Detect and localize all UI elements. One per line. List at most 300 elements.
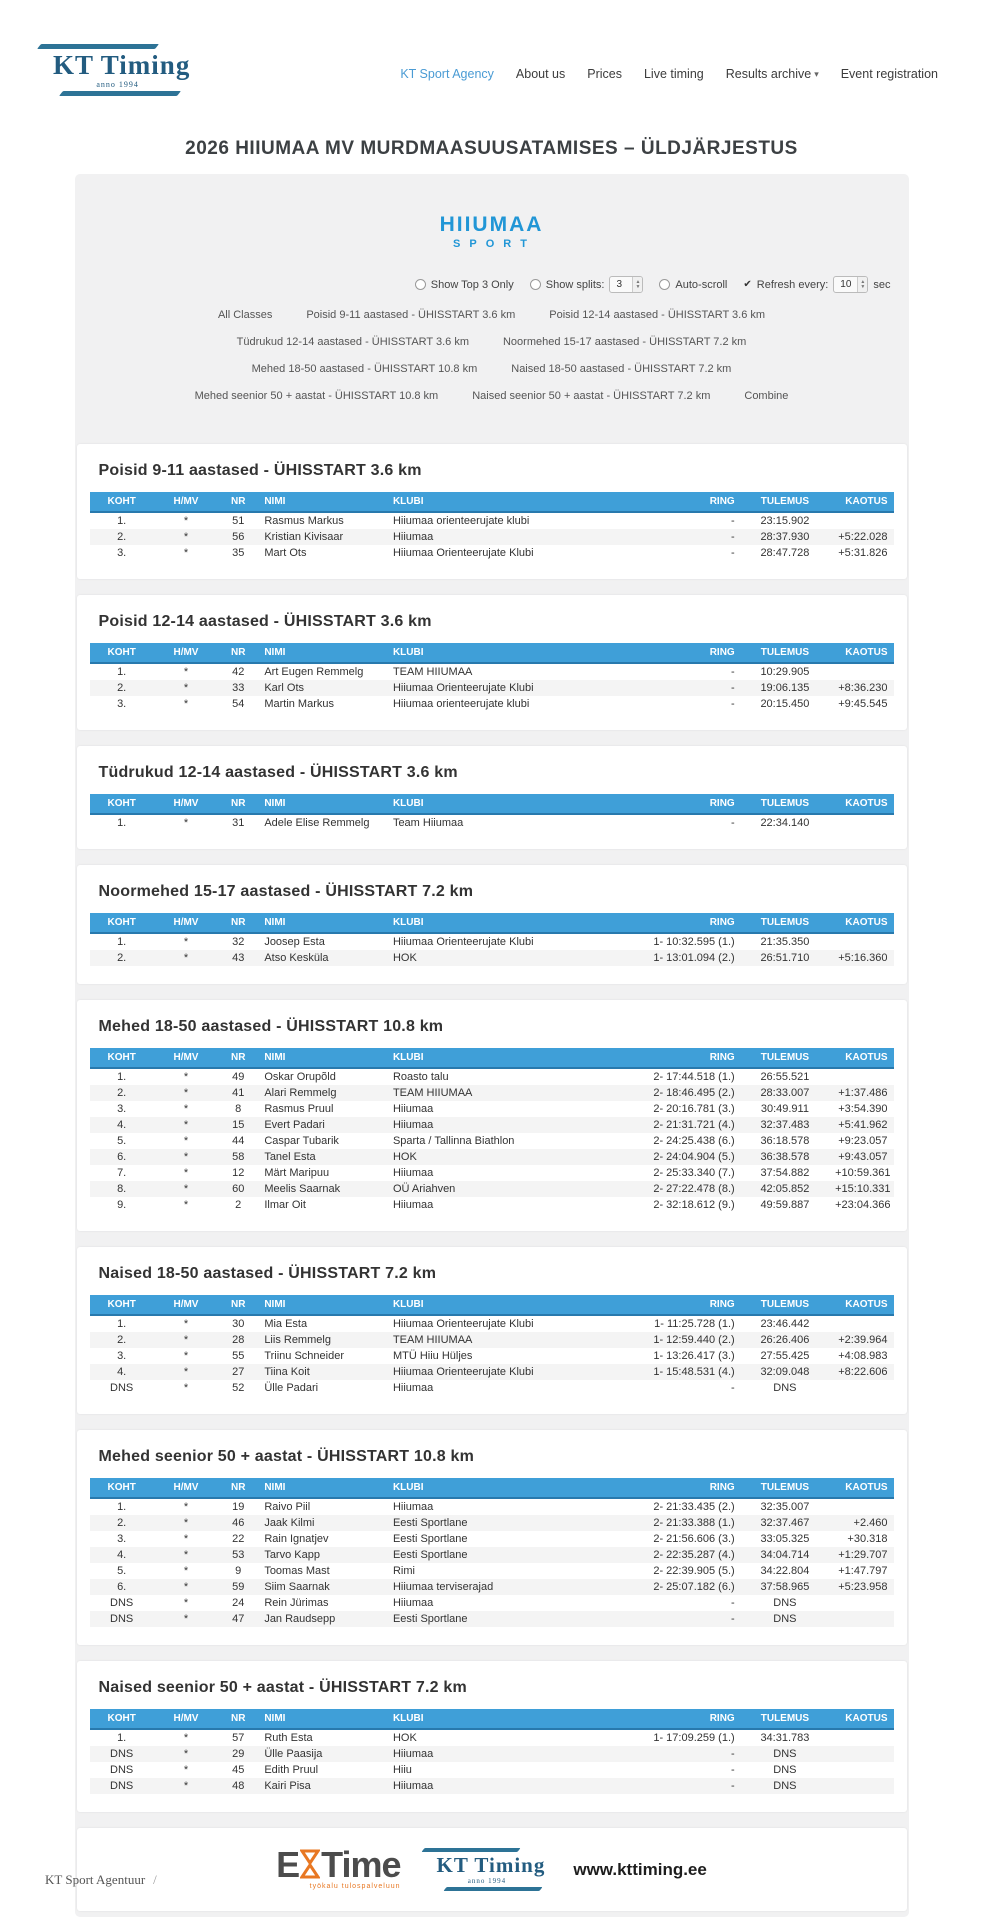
result-cell: Tanel Esta [264, 1151, 316, 1163]
result-cell: 1. [117, 515, 127, 527]
column-header: H/MV [154, 794, 218, 814]
result-cell: * [183, 1533, 189, 1545]
page-title: 2026 HIIUMAA MV MURDMAASUUSATAMISES – ÜLDJÄRJESTUS [185, 138, 798, 159]
column-header: KOHT [90, 794, 154, 814]
result-cell: 59 [232, 1581, 245, 1593]
result-cell: 27:55.425 [760, 1350, 810, 1362]
result-section [77, 595, 907, 730]
result-cell: 8. [117, 1183, 127, 1195]
column-header: RING [612, 492, 741, 512]
result-cell: 60 [232, 1183, 245, 1195]
section-title: Tüdrukud 12-14 aastased - ÜHISSTART 3.6 km [98, 764, 458, 781]
result-row [90, 933, 894, 950]
result-row [90, 1579, 894, 1595]
result-row [90, 1332, 894, 1348]
result-cell: DNS [110, 1382, 134, 1394]
result-cell: Hiiumaa Orienteerujate Klubi [392, 1366, 534, 1378]
column-header: RING [612, 1478, 741, 1498]
logo-top-bar-decoration [421, 1848, 520, 1852]
column-header: RING [612, 1048, 741, 1068]
result-cell: Adele Elise Remmelg [264, 817, 370, 829]
class-filter-button[interactable]: Combine [744, 390, 789, 402]
result-cell: 32:09.048 [760, 1366, 810, 1378]
result-cell: 6. [117, 1581, 127, 1593]
column-header: KOHT [90, 492, 154, 512]
column-header: H/MV [154, 1478, 218, 1498]
result-cell: 2- 20:16.781 (3.) [653, 1103, 735, 1115]
class-filter-button[interactable]: Tüdrukud 12-14 aastased - ÜHISSTART 3.6 km [236, 336, 469, 348]
result-cell [829, 1380, 893, 1396]
stepper-arrows-icon[interactable]: ▲ ▼ [857, 277, 867, 292]
result-cell: 3. [117, 1350, 127, 1362]
column-header: KLUBI [387, 913, 612, 933]
result-cell: 37:54.882 [760, 1167, 810, 1179]
result-cell: * [183, 1151, 189, 1163]
result-cell: 2- 24:25.438 (6.) [653, 1135, 735, 1147]
result-cell: 32:35.007 [760, 1501, 810, 1513]
checkbox-icon[interactable] [415, 279, 426, 290]
result-cell: Triinu Schneider [264, 1350, 344, 1362]
result-cell: 2- 22:39.905 (5.) [653, 1565, 735, 1577]
result-cell: 53 [232, 1549, 245, 1561]
result-row [90, 680, 894, 696]
table-header-row [90, 1478, 894, 1498]
column-header: TULEMUS [741, 913, 829, 933]
class-filter-button[interactable]: Naised 18-50 aastased - ÜHISSTART 7.2 km [511, 363, 732, 375]
result-cell: Rasmus Pruul [264, 1103, 334, 1115]
result-cell: +4:08.983 [838, 1350, 888, 1362]
result-cell: 23:15.902 [760, 515, 810, 527]
result-cell [829, 1729, 893, 1746]
result-cell: 2. [117, 1517, 127, 1529]
result-cell: HOK [392, 952, 417, 964]
result-cell: Eesti Sportlane [392, 1533, 468, 1545]
result-cell [829, 1611, 893, 1627]
result-cell: 1. [117, 1318, 127, 1330]
result-cell [829, 1315, 893, 1332]
main-nav [400, 59, 938, 81]
result-cell: * [183, 817, 189, 829]
result-cell [829, 814, 893, 831]
result-row [90, 1380, 894, 1396]
result-row [90, 1348, 894, 1364]
result-cell: - [731, 1780, 735, 1792]
checkbox-icon[interactable] [659, 279, 670, 290]
column-header: TULEMUS [741, 1295, 829, 1315]
result-cell [829, 512, 893, 529]
result-cell: Ruth Esta [264, 1732, 313, 1744]
nav-item-label: Live timing [643, 67, 704, 81]
result-row [90, 814, 894, 831]
result-cell: Hiiumaa [392, 1199, 434, 1211]
result-cell: - [731, 547, 735, 559]
result-cell: 22:34.140 [760, 817, 810, 829]
result-cell: +10:59.361 [835, 1167, 891, 1179]
table-header-row [90, 492, 894, 512]
result-cell: 28:47.728 [760, 547, 810, 559]
result-cell: Karl Ots [264, 682, 305, 694]
result-cell: Art Eugen Remmelg [264, 666, 364, 678]
nav-item-results-archive[interactable] [726, 67, 819, 81]
result-cell: Hiiumaa Orienteerujate Klubi [392, 1318, 534, 1330]
column-header: KOHT [90, 1478, 154, 1498]
refresh-seconds-stepper[interactable] [833, 276, 868, 293]
result-row [90, 529, 894, 545]
result-cell: * [183, 1318, 189, 1330]
result-cell: 1. [117, 1732, 127, 1744]
column-header: RING [612, 794, 741, 814]
results-table [90, 643, 894, 712]
result-cell: 2. [117, 1334, 127, 1346]
result-cell: Joosep Esta [264, 936, 325, 948]
result-cell: HOK [392, 1732, 417, 1744]
result-cell: Hiiumaa [392, 1501, 434, 1513]
results-table [90, 794, 894, 831]
auto-scroll-checkbox[interactable] [659, 279, 727, 291]
result-cell: Hiiumaa [392, 1597, 434, 1609]
result-cell: Rasmus Markus [264, 515, 344, 527]
result-cell: * [183, 1748, 189, 1760]
result-row [90, 1729, 894, 1746]
result-cell: DNS [773, 1764, 797, 1776]
result-cell: - [731, 1748, 735, 1760]
table-header-row [90, 1709, 894, 1729]
table-header-row [90, 794, 894, 814]
result-cell: Eesti Sportlane [392, 1517, 468, 1529]
result-cell: Kairi Pisa [264, 1780, 311, 1792]
result-row [90, 1563, 894, 1579]
result-cell: +8:22.606 [838, 1366, 888, 1378]
column-header: TULEMUS [741, 1048, 829, 1068]
column-header: NR [218, 643, 258, 663]
section-title: Naised seenior 50 + aastat - ÜHISSTART 7.2 km [98, 1679, 467, 1696]
result-row [90, 1595, 894, 1611]
column-header: H/MV [154, 1295, 218, 1315]
result-cell: 26:55.521 [760, 1071, 810, 1083]
footer-logo-subtitle: anno 1994 [467, 1877, 507, 1885]
result-cell: - [731, 666, 735, 678]
result-cell: * [183, 515, 189, 527]
result-cell: 33 [232, 682, 245, 694]
result-cell: 2- 25:07.182 (6.) [653, 1581, 735, 1593]
result-cell: 2. [117, 682, 127, 694]
column-header: NIMI [258, 913, 387, 933]
result-cell: 31 [232, 817, 245, 829]
result-cell: * [183, 1581, 189, 1593]
result-cell: 52 [232, 1382, 245, 1394]
event-logo-line2: SPORT [453, 238, 536, 250]
result-cell: 4. [117, 1119, 127, 1131]
result-cell: 35 [232, 547, 245, 559]
result-cell: Rain Ignatjev [264, 1533, 329, 1545]
result-cell: 6. [117, 1151, 127, 1163]
result-cell: Kristian Kivisaar [264, 531, 344, 543]
result-cell: 43 [232, 952, 245, 964]
result-cell: 34:04.714 [760, 1549, 810, 1561]
result-cell [829, 1498, 893, 1515]
class-filter-button[interactable]: Mehed seenior 50 + aastat - ÜHISSTART 10.8 km [194, 390, 439, 402]
result-cell: TEAM HIIUMAA [392, 1087, 473, 1099]
result-cell: 23:46.442 [760, 1318, 810, 1330]
class-filter-button[interactable]: Poisid 9-11 aastased - ÜHISSTART 3.6 km [306, 309, 516, 321]
result-cell: 3. [117, 1103, 127, 1115]
result-cell: 34:31.783 [760, 1732, 810, 1744]
column-header: TULEMUS [741, 1709, 829, 1729]
result-cell: Ülle Paasija [264, 1748, 323, 1760]
table-header-row [90, 643, 894, 663]
class-filter-button[interactable]: Noormehed 15-17 aastased - ÜHISSTART 7.2 km [502, 336, 747, 348]
result-cell: +1:37.486 [838, 1087, 888, 1099]
result-cell: Atso Kesküla [264, 952, 329, 964]
result-cell: Hiiumaa orienteerujate klubi [392, 515, 530, 527]
result-cell: 2. [117, 531, 127, 543]
result-cell: - [731, 1382, 735, 1394]
result-cell: 1- 13:26.417 (3.) [653, 1350, 735, 1362]
result-row [90, 512, 894, 529]
result-cell: TEAM HIIUMAA [392, 666, 473, 678]
result-cell: 3. [117, 698, 127, 710]
result-cell: 29 [232, 1748, 245, 1760]
column-header: NR [218, 1709, 258, 1729]
result-section [77, 1661, 907, 1812]
result-cell: 1. [117, 936, 127, 948]
result-cell: 8 [235, 1103, 242, 1115]
result-cell: 26:26.406 [760, 1334, 810, 1346]
checkbox-icon[interactable] [530, 279, 541, 290]
column-header: H/MV [154, 492, 218, 512]
result-cell: 15 [232, 1119, 245, 1131]
class-filter-button[interactable]: Poisid 12-14 aastased - ÜHISSTART 3.6 km [549, 309, 766, 321]
result-cell: DNS [110, 1764, 134, 1776]
page-footer [45, 1872, 157, 1888]
result-cell: Hiiu [392, 1764, 412, 1776]
result-row [90, 1197, 894, 1213]
result-cell: * [183, 1732, 189, 1744]
result-cell: * [183, 1517, 189, 1529]
result-cell: 2- 21:56.606 (3.) [653, 1533, 735, 1545]
refresh-every-checkbox[interactable] [743, 276, 890, 293]
nav-item-about-us[interactable] [516, 67, 565, 81]
result-cell: 30:49.911 [760, 1103, 809, 1115]
column-header: KLUBI [387, 794, 612, 814]
result-cell: * [183, 666, 189, 678]
result-cell: Tiina Koit [264, 1366, 310, 1378]
result-cell: 47 [232, 1613, 245, 1625]
result-cell: Toomas Mast [264, 1565, 330, 1577]
result-cell: HOK [392, 1151, 417, 1163]
result-cell: 28 [232, 1334, 245, 1346]
result-cell [829, 663, 893, 680]
result-cell [829, 1746, 893, 1762]
result-cell: * [183, 1071, 189, 1083]
column-header: RING [612, 643, 741, 663]
class-filter-button[interactable]: Mehed 18-50 aastased - ÜHISSTART 10.8 km [251, 363, 478, 375]
column-header: TULEMUS [741, 643, 829, 663]
column-header: NR [218, 913, 258, 933]
auto-scroll-label: Auto-scroll [675, 278, 728, 291]
result-cell: 42:05.852 [760, 1183, 810, 1195]
result-cell: MTÜ Hiiu Hüljes [392, 1350, 473, 1362]
display-controls [89, 276, 895, 293]
result-cell: 46 [232, 1517, 245, 1529]
splits-count-value: 3 [616, 279, 623, 290]
result-cell: - [731, 1764, 735, 1776]
result-row [90, 1611, 894, 1627]
result-cell: +9:43.057 [838, 1151, 888, 1163]
result-row [90, 1364, 894, 1380]
section-title: Poisid 9-11 aastased - ÜHISSTART 3.6 km [98, 462, 422, 479]
class-filter-button[interactable]: Naised seenior 50 + aastat - ÜHISSTART 7.2 km [472, 390, 711, 402]
result-cell: 2- 32:18.612 (9.) [653, 1199, 735, 1211]
result-cell: DNS [773, 1613, 797, 1625]
result-cell: Ilmar Oit [264, 1199, 306, 1211]
result-row [90, 1181, 894, 1197]
result-cell: * [183, 1780, 189, 1792]
result-cell: 32:37.467 [760, 1517, 810, 1529]
nav-item-prices[interactable] [587, 67, 622, 81]
result-cell: 1. [117, 1501, 127, 1513]
result-cell: +2.460 [853, 1517, 888, 1529]
nav-item-label: KT Sport Agency [400, 67, 494, 81]
extime-logo[interactable] [276, 1843, 401, 1891]
results-table [90, 492, 894, 561]
footer-logo-title: KT Timing [436, 1853, 546, 1877]
stepper-arrows-icon[interactable]: ▲ ▼ [632, 277, 642, 292]
result-cell: * [183, 682, 189, 694]
result-cell: Hiiumaa Orienteerujate Klubi [392, 547, 534, 559]
result-cell: Hiiumaa [392, 1103, 434, 1115]
result-cell: Team Hiiumaa [392, 817, 464, 829]
result-cell: 30 [232, 1318, 245, 1330]
event-logo-line1: HIIUMAA [439, 213, 544, 236]
column-header: KLUBI [387, 1478, 612, 1498]
result-cell: 1- 10:32.595 (1.) [653, 936, 735, 948]
result-cell: 1- 11:25.728 (1.) [654, 1318, 735, 1330]
result-cell: 24 [232, 1597, 245, 1609]
column-header: KLUBI [387, 643, 612, 663]
result-cell: Hiiumaa orienteerujate klubi [392, 698, 530, 710]
column-header: KAOTUS [829, 492, 893, 512]
result-cell: 42 [232, 666, 245, 678]
result-row [90, 1762, 894, 1778]
show-splits-checkbox[interactable] [530, 276, 644, 293]
column-header: TULEMUS [741, 1478, 829, 1498]
footer-agency-link[interactable]: KT Sport Agentuur [45, 1872, 146, 1887]
result-cell: +23:04.366 [835, 1199, 891, 1211]
result-cell [829, 933, 893, 950]
result-cell: * [183, 936, 189, 948]
result-cell: 7. [117, 1167, 127, 1179]
logo-subtitle: anno 1994 [96, 80, 139, 89]
extime-name-left: E [276, 1843, 300, 1885]
result-cell: * [183, 1334, 189, 1346]
class-filter-button[interactable]: All Classes [217, 309, 273, 321]
result-cell: 2- 24:04.904 (5.) [653, 1151, 735, 1163]
result-cell: Ülle Padari [264, 1382, 319, 1394]
nav-item-event-registration[interactable] [841, 67, 938, 81]
result-cell: 55 [232, 1350, 245, 1362]
result-cell: 19:06.135 [760, 682, 810, 694]
result-cell: Eesti Sportlane [392, 1613, 468, 1625]
result-row [90, 1149, 894, 1165]
results-sections [75, 444, 909, 1812]
result-cell: Hiiumaa [392, 1748, 434, 1760]
result-cell [829, 1778, 893, 1794]
column-header: NR [218, 492, 258, 512]
result-row [90, 1085, 894, 1101]
extime-name-right: Time [321, 1843, 401, 1885]
result-cell: Tarvo Kapp [264, 1549, 320, 1561]
result-cell: TEAM HIIUMAA [392, 1334, 473, 1346]
result-cell: 20:15.450 [760, 698, 810, 710]
result-cell: 9 [235, 1565, 242, 1577]
result-cell: 21:35.350 [760, 936, 810, 948]
result-cell: DNS [773, 1780, 797, 1792]
hourglass-icon [300, 1849, 320, 1879]
refresh-seconds-value: 10 [840, 279, 852, 290]
result-cell: Raivo Piil [264, 1501, 311, 1513]
results-table [90, 913, 894, 966]
result-cell: 1. [117, 666, 127, 678]
result-cell: Eesti Sportlane [392, 1549, 468, 1561]
results-table [90, 1295, 894, 1396]
result-cell: 45 [232, 1764, 245, 1776]
result-cell: Hiiumaa [392, 1382, 434, 1394]
column-header: H/MV [154, 1709, 218, 1729]
column-header: H/MV [154, 913, 218, 933]
result-cell: 1- 13:01.094 (2.) [653, 952, 735, 964]
kt-timing-footer-logo[interactable] [429, 1848, 546, 1891]
show-top3-checkbox[interactable] [415, 279, 514, 291]
show-top3-label: Show Top 3 Only [430, 278, 514, 291]
result-cell: Hiiumaa [392, 1119, 434, 1131]
nav-item-kt-sport-agency[interactable] [400, 67, 494, 81]
result-cell: * [183, 531, 189, 543]
column-header: NIMI [258, 492, 387, 512]
result-cell: Roasto talu [392, 1071, 449, 1083]
kt-timing-logo[interactable] [45, 44, 190, 96]
result-row [90, 1498, 894, 1515]
result-cell: Martin Markus [264, 698, 334, 710]
result-cell: * [183, 698, 189, 710]
nav-item-live-timing[interactable] [644, 67, 704, 81]
result-cell: 37:58.965 [760, 1581, 810, 1593]
column-header: KAOTUS [829, 1478, 893, 1498]
live-results-panel [75, 174, 909, 1917]
splits-count-stepper[interactable] [609, 276, 643, 293]
result-cell: * [183, 1103, 189, 1115]
kttiming-url-link[interactable]: www.kttiming.ee [573, 1859, 707, 1879]
result-cell: - [731, 1613, 735, 1625]
checkbox-icon[interactable]: ✔ [743, 279, 752, 290]
result-cell: +1:47.797 [838, 1565, 888, 1577]
column-header: NR [218, 794, 258, 814]
result-cell: Hiiumaa Orienteerujate Klubi [392, 936, 534, 948]
result-cell: * [183, 1366, 189, 1378]
result-cell: Rimi [392, 1565, 415, 1577]
column-header: KLUBI [387, 1048, 612, 1068]
column-header: KAOTUS [829, 1295, 893, 1315]
column-header: H/MV [154, 643, 218, 663]
result-cell: 28:33.007 [760, 1087, 810, 1099]
section-title: Mehed seenior 50 + aastat - ÜHISSTART 10.8 km [98, 1448, 474, 1465]
result-cell: 32:37.483 [760, 1119, 810, 1131]
result-row [90, 1101, 894, 1117]
nav-item-label: Prices [587, 67, 622, 81]
class-filter-bar [89, 309, 895, 402]
result-cell: 2. [117, 952, 127, 964]
show-splits-label: Show splits: [545, 278, 605, 291]
